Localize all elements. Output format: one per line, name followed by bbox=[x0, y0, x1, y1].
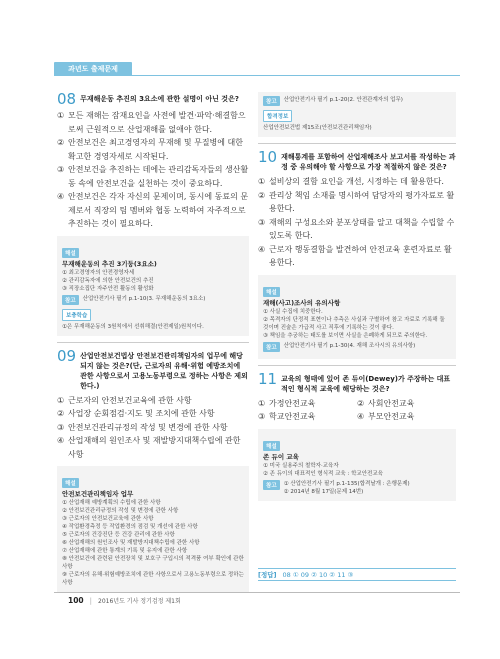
explanation-tag: 해설 bbox=[62, 478, 79, 488]
option: ④ 근로자 행동결함을 발견하여 안전교육 훈련자료로 활용한다. bbox=[258, 244, 452, 267]
explanation-title: 안전보건관리책임자 업무 bbox=[62, 490, 134, 498]
footer-title: 2016년도 기사 정기검정 제1회 bbox=[98, 598, 181, 605]
question-08 bbox=[57, 92, 249, 336]
explanation-tag: 해설 bbox=[62, 248, 79, 258]
divider bbox=[258, 365, 456, 366]
supplement-text: ①은 무재해운동의 3원칙에서 선취해결(안전제일)원칙이다. bbox=[62, 323, 204, 330]
right-column bbox=[258, 92, 456, 507]
supplement-tag: 보충학습 bbox=[62, 309, 91, 321]
question-number: 10 bbox=[258, 148, 278, 166]
reference-text: 산업안전기사 필기 p.1-20(2. 안전관계자의 업무) bbox=[283, 97, 403, 103]
answer-values: 08 ① 09 ② 10 ② 11 ③ bbox=[282, 570, 354, 579]
reference-box bbox=[258, 92, 456, 137]
explanation-box: 해설 무재해운동의 추진 3기둥(3요소) ① 최고경영자의 안전경영자세 ② 관리감독자에 의한 안전보건의 추진 ③ 직장소집단 자주안전 활동의 활성화 참고 산업안전기사 필기 p.1-10(3. 무재해운동의 3요소) 보충학습 ①은 무재해운동의 3원칙에서 선취해결(안전제일)원칙이다. bbox=[57, 236, 249, 336]
answer-label: [정답] bbox=[258, 571, 277, 579]
options-list bbox=[258, 175, 456, 270]
reference-text: ① 산업안전기사 필기 p.1-135(합격날개 : 은행문제) bbox=[283, 480, 410, 487]
option: ④ 안전보건은 각자 자신의 문제이며, 동시에 동료의 문제로서 직장의 팀 멤버와 협동 노력하여 자주적으로 추진하는 것이 필요하다. bbox=[57, 192, 249, 228]
explanation-box: 해설 안전보건관리책임자 업무 ① 산업재해 예방계획의 수립에 관한 사항 ② 안전보건관리규정의 작성 및 변경에 관한 사항 ③ 근로자의 안전보건교육에 관한 사항 ④ 작업환경측정 등 작업환경의 점검 및 개선에 관한 사항 ⑤ 근로자의 건강진단 등 건강 관리에 관한 사항 ⑥ 산업재해의 원인조사 및 재발방지대책수립에 관한 사항 ⑦ 산업재해에 관한 통계의 기록 및 유지에 관한 사항 ⑧ 안전보건에 관련된 안전장치 및 보호구 구입시의 적격품 여부 확인에 관한 사항 ⑨ 근로자의 유해·위험예방조치에 관한 사항으로서 고용노동부령으로 정하는 사항 bbox=[57, 466, 249, 592]
reference-tag: 참고 bbox=[263, 480, 280, 490]
header-rule bbox=[54, 75, 460, 76]
divider bbox=[258, 143, 456, 144]
section-tab: 과년도 출제문제 bbox=[54, 62, 132, 76]
left-column bbox=[57, 92, 249, 598]
explanation-box: 해설 재해(사고)조사의 유의사항 ① 사실 수집에 치중한다. ② 목격자의 단정적 표현이나 추측은 사실과 구별하여 참고 자료로 기록해 둘 것이며 진술은 가급적 사고 직후에 기록하는 것이 좋다. ③ 책임을 추궁하는 태도를 보이면 사실을 은폐하게 되므로 주의한다. 참고 산업안전기사 필기 p.1-30(4. 재해 조사시의 유의사항) bbox=[258, 275, 456, 359]
reference-text: 산업안전기사 필기 p.1-10(3. 무재해운동의 3요소) bbox=[82, 295, 206, 302]
footer bbox=[68, 596, 181, 605]
reference-tag: 참고 bbox=[62, 295, 79, 305]
option: ④ 부모안전교육 bbox=[357, 412, 415, 421]
question-number: 11 bbox=[258, 369, 278, 388]
option: ② 관리상 책임 소재를 명시하여 담당자의 평가자료로 활용한다. bbox=[258, 190, 455, 213]
question-number: 09 bbox=[57, 346, 77, 365]
explanation-tag: 해설 bbox=[263, 287, 280, 297]
explanation-tag: 해설 bbox=[263, 441, 280, 451]
explanation-title: 존 듀이 교육 bbox=[263, 452, 299, 461]
option: ① 설비상의 결함 요인을 개선, 시정하는 데 활용한다. bbox=[258, 177, 444, 186]
options-list bbox=[57, 109, 249, 231]
option: ② 사회안전교육 bbox=[357, 398, 415, 408]
question-text: 교육의 형태에 있어 존 듀이(Dewey)가 주장하는 대표적인 형식적 교육에 해당하는 것은? bbox=[281, 374, 451, 393]
option: ② 안전보건은 최고경영자의 무재해 및 무질병에 대한 확고한 경영자세로 시작된다. bbox=[57, 138, 244, 161]
option: ① 모든 재해는 잠재요인을 사전에 발견·파악·해결함으로써 근원적으로 산업재해를 없애야 한다. bbox=[57, 111, 246, 134]
option: ④ 산업재해의 원인조사 및 재발방지대책수립에 관한 사항 bbox=[57, 436, 241, 459]
pass-info-tag: 합격정보 bbox=[263, 110, 292, 122]
divider bbox=[57, 342, 249, 343]
options-list bbox=[57, 394, 249, 462]
question-text: 무재해운동 추진의 3요소에 관한 설명이 아닌 것은? bbox=[80, 95, 239, 103]
explanation-title: 재해(사고)조사의 유의사항 bbox=[263, 298, 341, 307]
reference-text: ② 2014년 8월 17일(문제 14번) bbox=[283, 488, 364, 495]
option: ① 가정안전교육 bbox=[258, 398, 316, 408]
answer-key bbox=[258, 568, 456, 581]
reference-tag: 참고 bbox=[263, 342, 280, 352]
option: ③ 안전보건관리규정의 작성 및 변경에 관한 사항 bbox=[57, 422, 228, 432]
question-11 bbox=[258, 369, 456, 501]
page-number: 100 bbox=[68, 596, 84, 605]
options-list bbox=[258, 397, 456, 424]
footer-rule bbox=[54, 592, 460, 593]
explanation-box: 해설 존 듀이 교육 ① 미국 실용주의 철학자·교육자 ② 존 듀이의 대표적인 형식적 교육 : 학교안전교육 참고 ① 산업안전기사 필기 p.1-135(합격날개 : 은행문제) ② 2014년 8월 17일(문제 14번) bbox=[258, 429, 456, 501]
question-09 bbox=[57, 346, 249, 593]
option: ③ 안전보건을 추진하는 데에는 관리감독자들의 생산활동 속에 안전보건을 실천하는 것이 중요하다. bbox=[57, 165, 249, 188]
question-10 bbox=[258, 150, 456, 359]
option: ③ 학교안전교육 bbox=[258, 412, 316, 421]
reference-tag: 참고 bbox=[263, 96, 280, 106]
footer-separator: | bbox=[89, 596, 93, 605]
question-text: 재해통계를 포함하여 산업재해조사 보고서를 작성하는 과정 중 유의해야 할 사항으로 가장 적절하지 않은 것은? bbox=[281, 153, 456, 171]
question-text: 산업안전보건법상 안전보건관리책임자의 업무에 해당되지 않는 것은?(단, 근로자의 유해·위험 예방조치에 관한 사항으로서 고용노동부령으로 정하는 사항은 제외한다.) bbox=[80, 351, 248, 390]
option: ③ 재해의 구성요소와 분포상태를 알고 대책을 수립할 수 있도록 한다. bbox=[258, 217, 455, 240]
pass-info-text: 산업안전보건법 제15조(안전보건관리책임자) bbox=[263, 125, 372, 131]
reference-text: 산업안전기사 필기 p.1-30(4. 재해 조사시의 유의사항) bbox=[283, 342, 416, 349]
option: ② 사업장 순회점검·지도 및 조치에 관한 사항 bbox=[57, 409, 215, 418]
option: ① 근로자의 안전보건교육에 관한 사항 bbox=[57, 395, 192, 405]
question-number: 08 bbox=[57, 90, 77, 108]
explanation-title: 무재해운동의 추진 3기둥(3요소) bbox=[62, 259, 157, 268]
